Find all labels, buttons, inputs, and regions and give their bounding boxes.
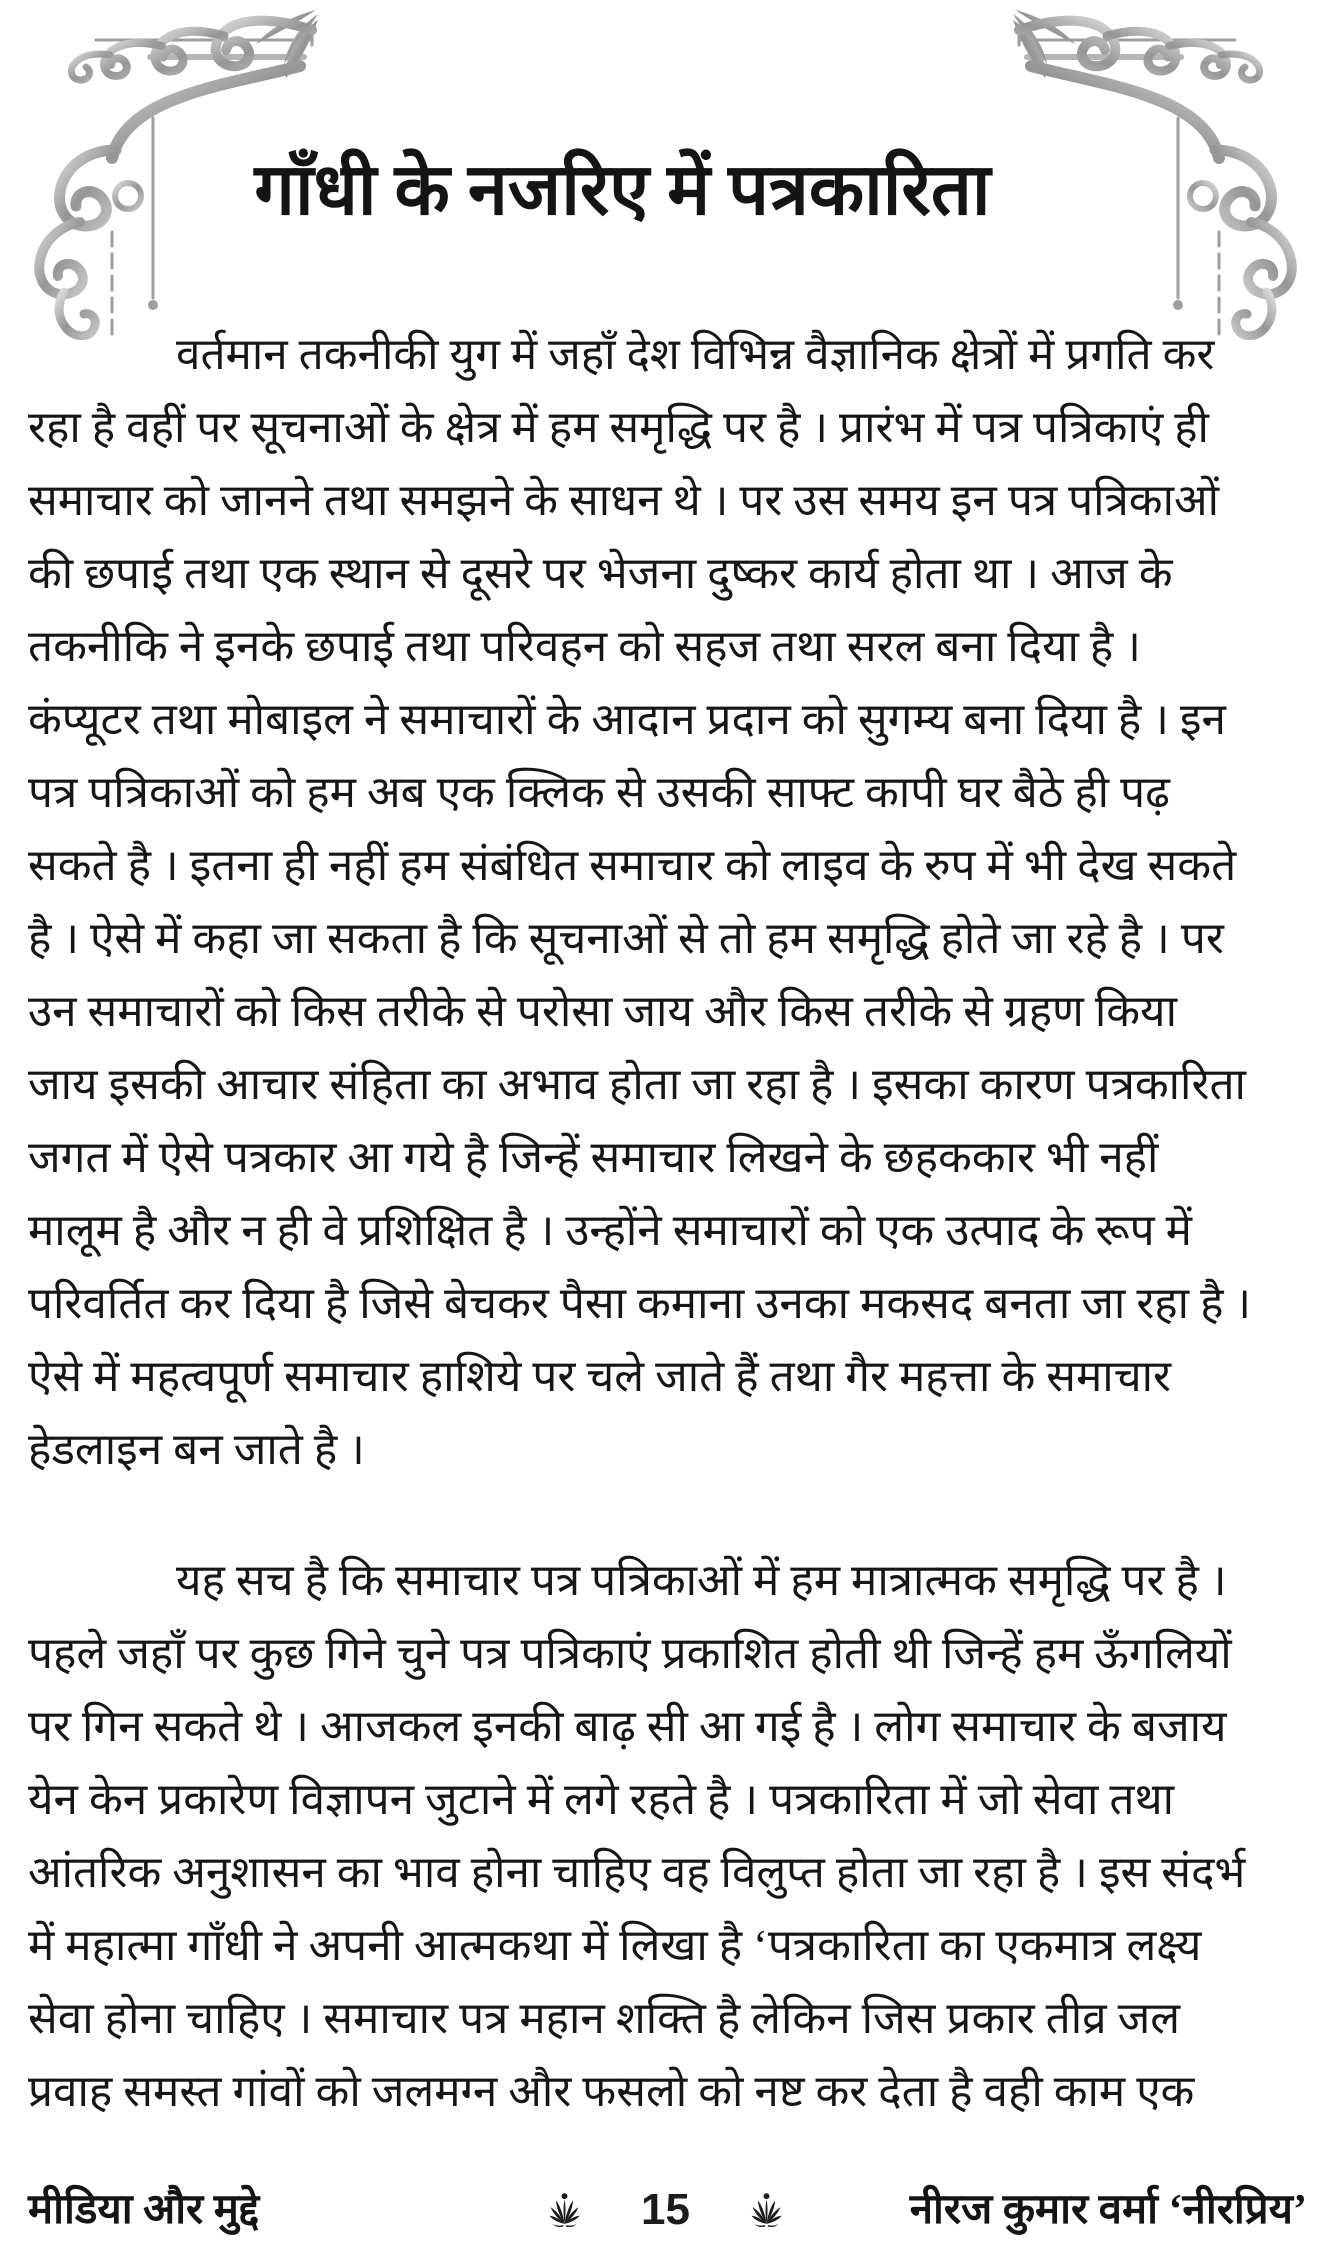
body-line: येन केन प्रकारेण विज्ञापन जुटाने में लगे रहते है । पत्रकारिता में जो सेवा तथा (28, 1775, 1174, 1824)
body-line: प्रवाह समस्त गांवों को जलमग्न और फसलो को नष्ट कर देता है वही काम एक (28, 2067, 1195, 2116)
footer-book-title: मीडिया और मुद्दे (28, 2187, 260, 2233)
body-line: कंप्यूटर तथा मोबाइल ने समाचारों के आदान प्रदान को सुगम्य बना दिया है । इन (28, 695, 1226, 744)
footer-page-number-group (539, 2172, 792, 2248)
body-line: पहले जहाँ पर कुछ गिने चुने पत्र पत्रिकाएं प्रकाशित होती थी जिन्हें हम ऊँगलियों (28, 1629, 1232, 1678)
body-line: ऐसे में महत्वपूर्ण समाचार हाशिये पर चले जाते हैं तथा गैर महत्ता के समाचार (28, 1352, 1172, 1401)
body-line: परिवर्तित कर दिया है जिसे बेचकर पैसा कमाना उनका मकसद बनता जा रहा है । (28, 1279, 1252, 1328)
body-line: जाय इसकी आचार संहिता का अभाव होता जा रहा है । इसका कारण पत्रकारिता (28, 1060, 1246, 1109)
body-line: सकते है । इतना ही नहीं हम संबंधित समाचार को लाइव के रुप में भी देख सकते (28, 841, 1237, 890)
palmette-leaf-icon (742, 2184, 792, 2236)
body-line: पर गिन सकते थे । आजकल इनकी बाढ़ सी आ गई है । लोग समाचार के बजाय (28, 1702, 1227, 1751)
page-number: 15 (641, 2185, 690, 2234)
body-line: सेवा होना चाहिए । समाचार पत्र महान शक्ति है लेकिन जिस प्रकार तीव्र जल (28, 1994, 1181, 2043)
body-line: वर्तमान तकनीकी युग में जहाँ देश विभिन्न वैज्ञानिक क्षेत्रों में प्रगति कर (176, 330, 1215, 379)
paragraph (28, 1544, 1307, 2128)
body-line: रहा है वहीं पर सूचनाओं के क्षेत्र में हम समृद्धि पर है । प्रारंभ में पत्र पत्रिकाएं ही (28, 403, 1209, 452)
article-body (28, 318, 1307, 2128)
body-line: मालूम है और न ही वे प्रशिक्षित है । उन्होंने समाचारों को एक उत्पाद के रूप में (28, 1206, 1192, 1255)
palmette-leaf-icon (539, 2184, 589, 2236)
body-line: समाचार को जानने तथा समझने के साधन थे । पर उस समय इन पत्र पत्रिकाओं (28, 476, 1219, 525)
body-line: आंतरिक अनुशासन का भाव होना चाहिए वह विलुप्त होता जा रहा है । इस संदर्भ (28, 1848, 1246, 1897)
paragraph (28, 318, 1307, 1486)
body-line: यह सच है कि समाचार पत्र पत्रिकाओं में हम मात्रात्मक समृद्धि पर है । (176, 1556, 1227, 1605)
body-line: में महात्मा गाँधी ने अपनी आत्मकथा में लिखा है ‘पत्रकारिता का एकमात्र लक्ष्य (28, 1921, 1202, 1970)
footer-author: नीरज कुमार वर्मा ‘नीरप्रिय’ (909, 2187, 1307, 2233)
body-line: जगत में ऐसे पत्रकार आ गये है जिन्हें समाचार लिखने के छहककार भी नहीं (28, 1133, 1159, 1182)
body-line: की छपाई तथा एक स्थान से दूसरे पर भेजना दुष्कर कार्य होता था । आज के (28, 549, 1173, 598)
page-title: गाँधी के नजरिए में पत्रकारिता (254, 150, 991, 230)
body-line: है । ऐसे में कहा जा सकता है कि सूचनाओं से तो हम समृद्धि होते जा रहे है । पर (28, 914, 1224, 963)
body-line: हेडलाइन बन जाते है । (28, 1425, 365, 1474)
body-line: पत्र पत्रिकाओं को हम अब एक क्लिक से उसकी साफ्ट कापी घर बैठे ही पढ़ (28, 768, 1170, 817)
page-footer (0, 2172, 1331, 2248)
body-line: तकनीकि ने इनके छपाई तथा परिवहन को सहज तथा सरल बना दिया है । (28, 622, 1141, 671)
body-line: उन समाचारों को किस तरीके से परोसा जाय और किस तरीके से ग्रहण किया (28, 987, 1177, 1036)
